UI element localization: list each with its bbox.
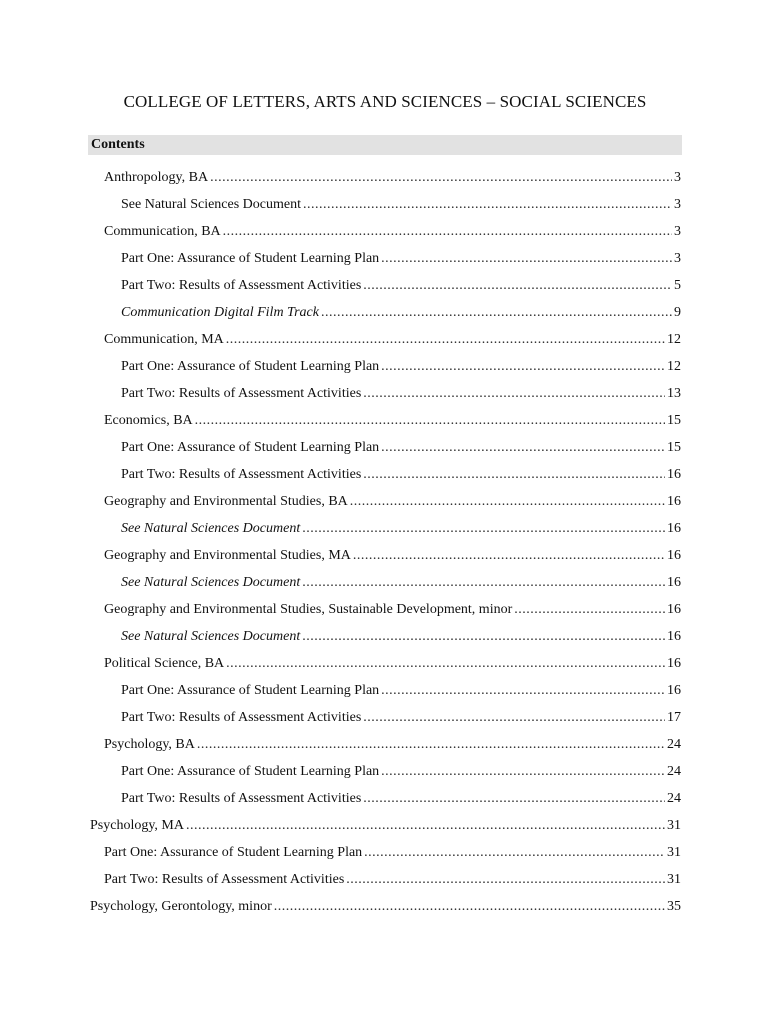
toc-entry[interactable] xyxy=(121,629,681,647)
toc-entry[interactable] xyxy=(104,602,681,620)
toc-entry[interactable] xyxy=(121,305,681,323)
toc-entry-page-number: 15 xyxy=(667,440,681,455)
toc-entry[interactable] xyxy=(121,251,681,269)
toc-entry[interactable] xyxy=(121,521,681,539)
toc-entry-page-number: 24 xyxy=(667,791,681,806)
toc-entry-page-number: 16 xyxy=(667,656,681,671)
toc-entry[interactable] xyxy=(104,332,681,350)
toc-dot-leader xyxy=(363,710,665,726)
toc-entry-page-number: 12 xyxy=(667,359,681,374)
toc-entry-label: Psychology, MA xyxy=(90,818,184,833)
toc-dot-leader xyxy=(186,818,665,834)
toc-entry[interactable] xyxy=(121,710,681,728)
toc-entry-page-number: 3 xyxy=(674,251,681,266)
toc-entry-label: See Natural Sciences Document xyxy=(121,197,301,212)
toc-entry-page-number: 31 xyxy=(667,872,681,887)
toc-entry-page-number: 3 xyxy=(674,224,681,239)
toc-dot-leader xyxy=(197,737,665,753)
toc-entry-page-number: 15 xyxy=(667,413,681,428)
toc-entry-label: Geography and Environmental Studies, BA xyxy=(104,494,348,509)
toc-dot-leader xyxy=(226,656,665,672)
toc-entry-label: Economics, BA xyxy=(104,413,193,428)
toc-entry-label: Part One: Assurance of Student Learning Plan xyxy=(121,764,380,779)
toc-entry[interactable] xyxy=(104,656,681,674)
toc-dot-leader xyxy=(274,899,665,915)
toc-entry[interactable] xyxy=(104,494,681,512)
toc-dot-leader xyxy=(195,413,665,429)
toc-entry-label: Communication Digital Film Track xyxy=(121,305,319,320)
toc-entry-label: Part One: Assurance of Student Learning Plan xyxy=(121,440,380,455)
toc-dot-leader xyxy=(346,872,665,888)
toc-dot-leader xyxy=(350,494,665,510)
toc-entry-page-number: 35 xyxy=(667,899,681,914)
toc-entry-label: Part One: Assurance of Student Learning Plan xyxy=(121,683,380,698)
toc-entry-page-number: 16 xyxy=(667,521,681,536)
toc-dot-leader xyxy=(381,440,665,456)
toc-dot-leader xyxy=(381,764,665,780)
toc-entry-label: Part One: Assurance of Student Learning Plan xyxy=(121,251,380,266)
toc-entry-label: Part One: Assurance of Student Learning Plan xyxy=(104,845,363,860)
toc-entry-page-number: 24 xyxy=(667,764,681,779)
toc-entry-page-number: 16 xyxy=(667,494,681,509)
toc-dot-leader xyxy=(303,197,672,213)
toc-dot-leader xyxy=(363,386,665,402)
toc-entry-label: Part Two: Results of Assessment Activities xyxy=(121,386,362,401)
toc-entry-page-number: 16 xyxy=(667,575,681,590)
toc-entry-label: Part Two: Results of Assessment Activities xyxy=(121,278,362,293)
toc-entry[interactable] xyxy=(121,440,681,458)
toc-entry-label: Communication, BA xyxy=(104,224,221,239)
page-title: COLLEGE OF LETTERS, ARTS AND SCIENCES – SOCIAL SCIENCES xyxy=(123,92,647,111)
toc-dot-leader xyxy=(210,170,672,186)
toc-dot-leader xyxy=(381,251,672,267)
toc-entry-page-number: 31 xyxy=(667,818,681,833)
toc-dot-leader xyxy=(381,359,665,375)
toc-entry-page-number: 5 xyxy=(674,278,681,293)
toc-entry-page-number: 31 xyxy=(667,845,681,860)
toc-entry-label: Geography and Environmental Studies, Sustainable Development, minor xyxy=(104,602,513,617)
toc-entry[interactable] xyxy=(121,467,681,485)
toc-dot-leader xyxy=(302,629,665,645)
toc-entry[interactable] xyxy=(121,278,681,296)
toc-entry-page-number: 3 xyxy=(674,170,681,185)
toc-entry[interactable] xyxy=(121,197,681,215)
toc-entry-label: See Natural Sciences Document xyxy=(121,629,301,644)
toc-dot-leader xyxy=(302,521,665,537)
toc-entry-label: Anthropology, BA xyxy=(104,170,209,185)
toc-dot-leader xyxy=(363,278,672,294)
toc-entry[interactable] xyxy=(90,899,681,917)
toc-entry[interactable] xyxy=(121,683,681,701)
toc-dot-leader xyxy=(223,224,672,240)
toc-entry[interactable] xyxy=(121,764,681,782)
toc-dot-leader xyxy=(321,305,672,321)
toc-entry-label: Part One: Assurance of Student Learning Plan xyxy=(121,359,380,374)
toc-entry-label: Psychology, BA xyxy=(104,737,195,752)
toc-entry-label: Psychology, Gerontology, minor xyxy=(90,899,272,914)
toc-entry[interactable] xyxy=(121,791,681,809)
toc-entry-page-number: 16 xyxy=(667,467,681,482)
toc-entry[interactable] xyxy=(121,359,681,377)
toc-entry[interactable] xyxy=(104,548,681,566)
toc-dot-leader xyxy=(514,602,665,618)
toc-entry[interactable] xyxy=(104,872,681,890)
toc-entry[interactable] xyxy=(104,170,681,188)
toc-entry-page-number: 13 xyxy=(667,386,681,401)
toc-entry-label: Part Two: Results of Assessment Activities xyxy=(121,467,362,482)
toc-dot-leader xyxy=(353,548,665,564)
toc-dot-leader xyxy=(363,467,665,483)
toc-dot-leader xyxy=(381,683,665,699)
toc-entry-page-number: 16 xyxy=(667,602,681,617)
toc-entry[interactable] xyxy=(121,575,681,593)
toc-dot-leader xyxy=(302,575,665,591)
toc-entry-page-number: 24 xyxy=(667,737,681,752)
toc-entry-page-number: 17 xyxy=(667,710,681,725)
toc-entry[interactable] xyxy=(104,737,681,755)
contents-heading: Contents xyxy=(91,137,145,152)
toc-entry-label: Part Two: Results of Assessment Activities xyxy=(121,710,362,725)
toc-entry[interactable] xyxy=(104,413,681,431)
toc-entry-label: Political Science, BA xyxy=(104,656,225,671)
toc-dot-leader xyxy=(364,845,665,861)
toc-dot-leader xyxy=(226,332,665,348)
toc-entry[interactable] xyxy=(90,818,681,836)
toc-entry-label: Part Two: Results of Assessment Activities xyxy=(104,872,345,887)
toc-entry-page-number: 9 xyxy=(674,305,681,320)
toc-entry-page-number: 16 xyxy=(667,683,681,698)
toc-entry-label: Part Two: Results of Assessment Activities xyxy=(121,791,362,806)
toc-entry-page-number: 16 xyxy=(667,548,681,563)
toc-dot-leader xyxy=(363,791,665,807)
toc-entry-label: Geography and Environmental Studies, MA xyxy=(104,548,351,563)
toc-entry-page-number: 16 xyxy=(667,629,681,644)
toc-entry[interactable] xyxy=(104,845,681,863)
toc-entry-label: See Natural Sciences Document xyxy=(121,521,301,536)
toc-entry[interactable] xyxy=(104,224,681,242)
toc-entry[interactable] xyxy=(121,386,681,404)
toc-entry-page-number: 3 xyxy=(674,197,681,212)
toc-entry-page-number: 12 xyxy=(667,332,681,347)
toc-entry-label: Communication, MA xyxy=(104,332,224,347)
toc-entry-label: See Natural Sciences Document xyxy=(121,575,301,590)
